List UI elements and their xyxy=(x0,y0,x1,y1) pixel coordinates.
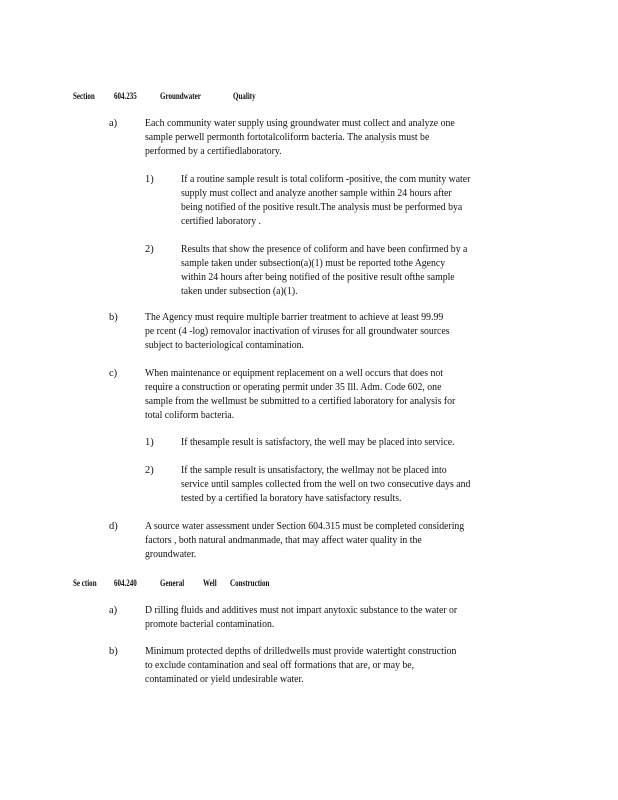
paragraph-line: subject to bacteriological contamination. xyxy=(145,340,304,351)
paragraph-line: When maintenance or equipment replacement on a well occurs that does not xyxy=(145,368,443,379)
paragraph-line: groundwater. xyxy=(145,549,197,560)
section-title-word: Quality xyxy=(233,91,256,101)
paragraph-line: Results that show the presence of coliform and have been confirmed by a xyxy=(181,244,468,255)
paragraph-line: The Agency must require multiple barrier treatment to achieve at least 99.99 xyxy=(145,312,444,323)
paragraph-line: sample taken under subsection(a)(1) must be reported tothe Agency xyxy=(181,258,446,269)
item-marker: a) xyxy=(109,118,118,129)
paragraph-line: to exclude contamination and seal off formations that are, or may be, xyxy=(145,660,415,671)
section-title-word: Construction xyxy=(230,578,270,588)
paragraph-line: sample from the wellmust be submitted to a certified laboratory for analysis for xyxy=(145,396,456,407)
paragraph-line: factors , both natural andmanmade, that may affect water quality in the xyxy=(145,535,422,546)
section-title-word: Well xyxy=(203,578,217,588)
paragraph-line: performed by a certifiedlaboratory. xyxy=(145,146,282,157)
paragraph-line: being notified of the positive result.The analysis must be performed bya xyxy=(181,202,463,213)
item-marker: 1) xyxy=(145,174,154,185)
paragraph-line: certified laboratory . xyxy=(181,216,261,227)
paragraph-line: require a construction or operating permit under 35 Ill. Adm. Code 602, one xyxy=(145,382,442,393)
paragraph-line: service until samples collected from the well on two consecutive days and xyxy=(181,479,471,490)
section-number: 604.240 xyxy=(114,578,137,588)
paragraph-line: total coliform bacteria. xyxy=(145,410,235,421)
section-title-word: Groundwater xyxy=(160,91,201,101)
item-marker: 1) xyxy=(145,437,154,448)
item-marker: c) xyxy=(109,368,118,379)
paragraph-line: promote bacterial contamination. xyxy=(145,619,275,630)
item-marker: 2) xyxy=(145,244,154,255)
item-marker: 2) xyxy=(145,465,154,476)
paragraph-line: tested by a certified la boratory have satisfactory results. xyxy=(181,493,402,504)
paragraph-line: sample perwell permonth fortotalcoliform bacteria. The analysis must be xyxy=(145,132,430,143)
section-number: 604.235 xyxy=(114,91,137,101)
item-marker: d) xyxy=(109,521,118,532)
section-label: Se ction xyxy=(73,578,97,588)
paragraph-line: If the sample result is unsatisfactory, the wellmay not be placed into xyxy=(181,465,447,476)
paragraph-line: D rilling fluids and additives must not impart anytoxic substance to the water or xyxy=(145,605,458,616)
paragraph-line: within 24 hours after being notified of the positive result ofthe sample xyxy=(181,272,455,283)
paragraph-line: If thesample result is satisfactory, the well may be placed into service. xyxy=(181,437,455,448)
paragraph-line: supply must collect and analyze another sample within 24 hours after xyxy=(181,188,452,199)
item-marker: b) xyxy=(109,646,118,657)
paragraph-line: taken under subsection (a)(1). xyxy=(181,286,298,297)
paragraph-line: Each community water supply using groundwater must collect and analyze one xyxy=(145,118,455,129)
paragraph-line: A source water assessment under Section 604.315 must be completed considering xyxy=(145,521,465,532)
item-marker: b) xyxy=(109,312,118,323)
section-label: Section xyxy=(73,91,95,101)
paragraph-line: If a routine sample result is total coliform -positive, the com munity water xyxy=(181,174,471,185)
paragraph-line: contaminated or yield undesirable water. xyxy=(145,674,304,685)
section-title-word: General xyxy=(160,578,185,588)
paragraph-line: pe rcent (4 -log) removalor inactivation of viruses for all groundwater sources xyxy=(145,326,450,337)
paragraph-line: Minimum protected depths of drilledwells must provide watertight construction xyxy=(145,646,457,657)
item-marker: a) xyxy=(109,605,118,616)
